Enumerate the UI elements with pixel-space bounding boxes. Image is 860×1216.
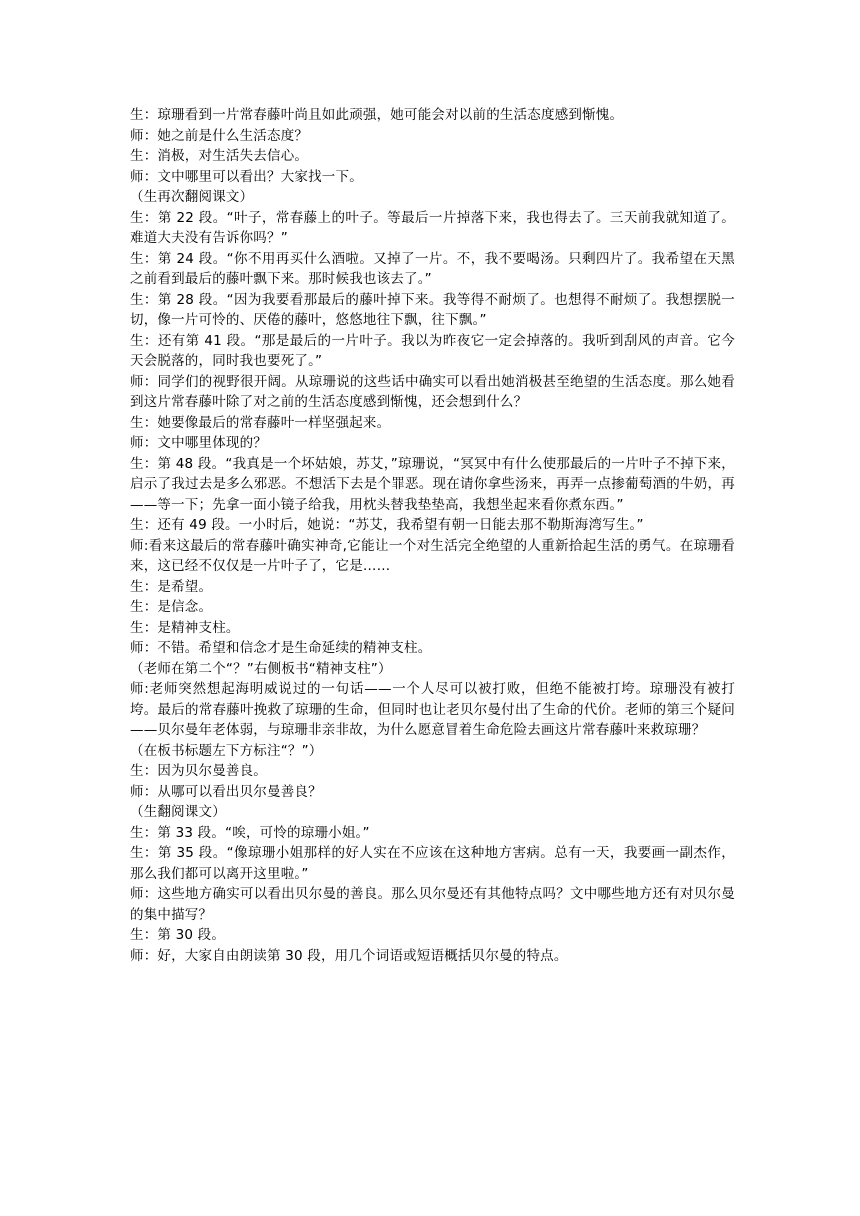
- paragraph: 生：消极，对生活失去信心。: [130, 148, 309, 164]
- paragraph: 生：第 30 段。: [130, 927, 226, 943]
- stage-direction: （老师在第二个“？”右侧板书“精神支柱”）: [130, 660, 392, 677]
- paragraph: 师:老师突然想起海明威说过的一句话——一个人尽可以被打败，但绝不能被打垮。琼珊没有被打垮。最后的常春藤叶挽救了琼珊的生命，但同时也让老贝尔曼付出了生命的代价。老师的第三个疑问——贝尔曼年老体弱，与琼珊非亲非故，为什么愿意冒着生命危险去画这片常春藤叶来救琼珊？: [130, 681, 735, 738]
- paragraph: 生：第 24 段。“你不用再买什么酒啦。又掉了一片。不，我不要喝汤。只剩四片了。我希望在天黑之前看到最后的藤叶飘下来。那时候我也该去了。”: [130, 250, 735, 287]
- stage-direction: （生翻阅课文）: [130, 804, 226, 820]
- paragraph: 生：是信念。: [130, 599, 213, 615]
- paragraph: 生：是精神支柱。: [130, 619, 240, 636]
- paragraph: 生：第 48 段。“我真是一个坏姑娘，苏艾，”琼珊说，“冥冥中有什么使那最后的一片叶子不掉下来，启示了我过去是多么邪恶。不想活下去是个罪恶。现在请你拿些汤来，再弄一点掺葡萄酒的牛奶，再——等一下；先拿一面小镜子给我，用枕头替我垫垫高，我想坐起来看你煮东西。”: [130, 455, 735, 513]
- paragraph: 师：从哪可以看出贝尔曼善良？: [130, 783, 322, 800]
- document-body: [130, 105, 735, 966]
- paragraph: 师：好，大家自由朗读第 30 段，用几个词语或短语概括贝尔曼的特点。: [130, 947, 568, 964]
- stage-direction: （在板书标题左下方标注“？”）: [130, 742, 323, 759]
- paragraph: 师：这些地方确实可以看出贝尔曼的善良。那么贝尔曼还有其他特点吗？文中哪些地方还有对贝尔曼的集中描写？: [130, 886, 735, 923]
- stage-direction: （生再次翻阅课文）: [130, 189, 254, 205]
- paragraph: 生：琼珊看到一片常春藤叶尚且如此顽强，她可能会对以前的生活态度感到惭愧。: [130, 107, 624, 123]
- paragraph: 生：第 22 段。“叶子，常春藤上的叶子。等最后一片掉落下来，我也得去了。三天前我就知道了。难道大夫没有告诉你吗？”: [130, 209, 735, 246]
- paragraph: 生：是希望。: [130, 578, 213, 595]
- paragraph: 生：第 28 段。“因为我要看那最后的藤叶掉下来。我等得不耐烦了。也想得不耐烦了。我想摆脱一切，像一片可怜的、厌倦的藤叶，悠悠地往下飘，往下飘。”: [130, 291, 735, 328]
- paragraph: 师：文中哪里可以看出？大家找一下。: [130, 168, 363, 185]
- paragraph: 师：同学们的视野很开阔。从琼珊说的这些话中确实可以看出她消极甚至绝望的生活态度。那么她看到这片常春藤叶除了对之前的生活态度感到惭愧，还会想到什么？: [130, 373, 735, 410]
- paragraph: 生：因为贝尔曼善良。: [130, 763, 267, 779]
- paragraph: 师:看来这最后的常春藤叶确实神奇,它能让一个对生活完全绝望的人重新拾起生活的勇气。在琼珊看来，这已经不仅仅是一片叶子了，它是……: [130, 537, 735, 574]
- paragraph: 师：她之前是什么生活态度？: [130, 127, 309, 144]
- paragraph: 生：她要像最后的常春藤叶一样坚强起来。: [130, 414, 391, 431]
- paragraph: 师：文中哪里体现的？: [130, 435, 267, 451]
- paragraph: 生：第 33 段。“唉，可怜的琼珊小姐。”: [130, 824, 370, 841]
- paragraph: 生：还有第 41 段。“那是最后的一片叶子。我以为昨夜它一定会掉落的。我听到刮风的声音。它今天会脱落的，同时我也要死了。”: [130, 332, 735, 369]
- paragraph: 师：不错。希望和信念才是生命延续的精神支柱。: [130, 640, 432, 656]
- paragraph: 生：还有 49 段。一小时后，她说：“苏艾，我希望有朝一日能去那不勒斯海湾写生。”: [130, 517, 644, 533]
- paragraph: 生：第 35 段。“像琼珊小姐那样的好人实在不应该在这种地方害病。总有一天，我要画一副杰作，那么我们都可以离开这里啦。”: [130, 845, 735, 882]
